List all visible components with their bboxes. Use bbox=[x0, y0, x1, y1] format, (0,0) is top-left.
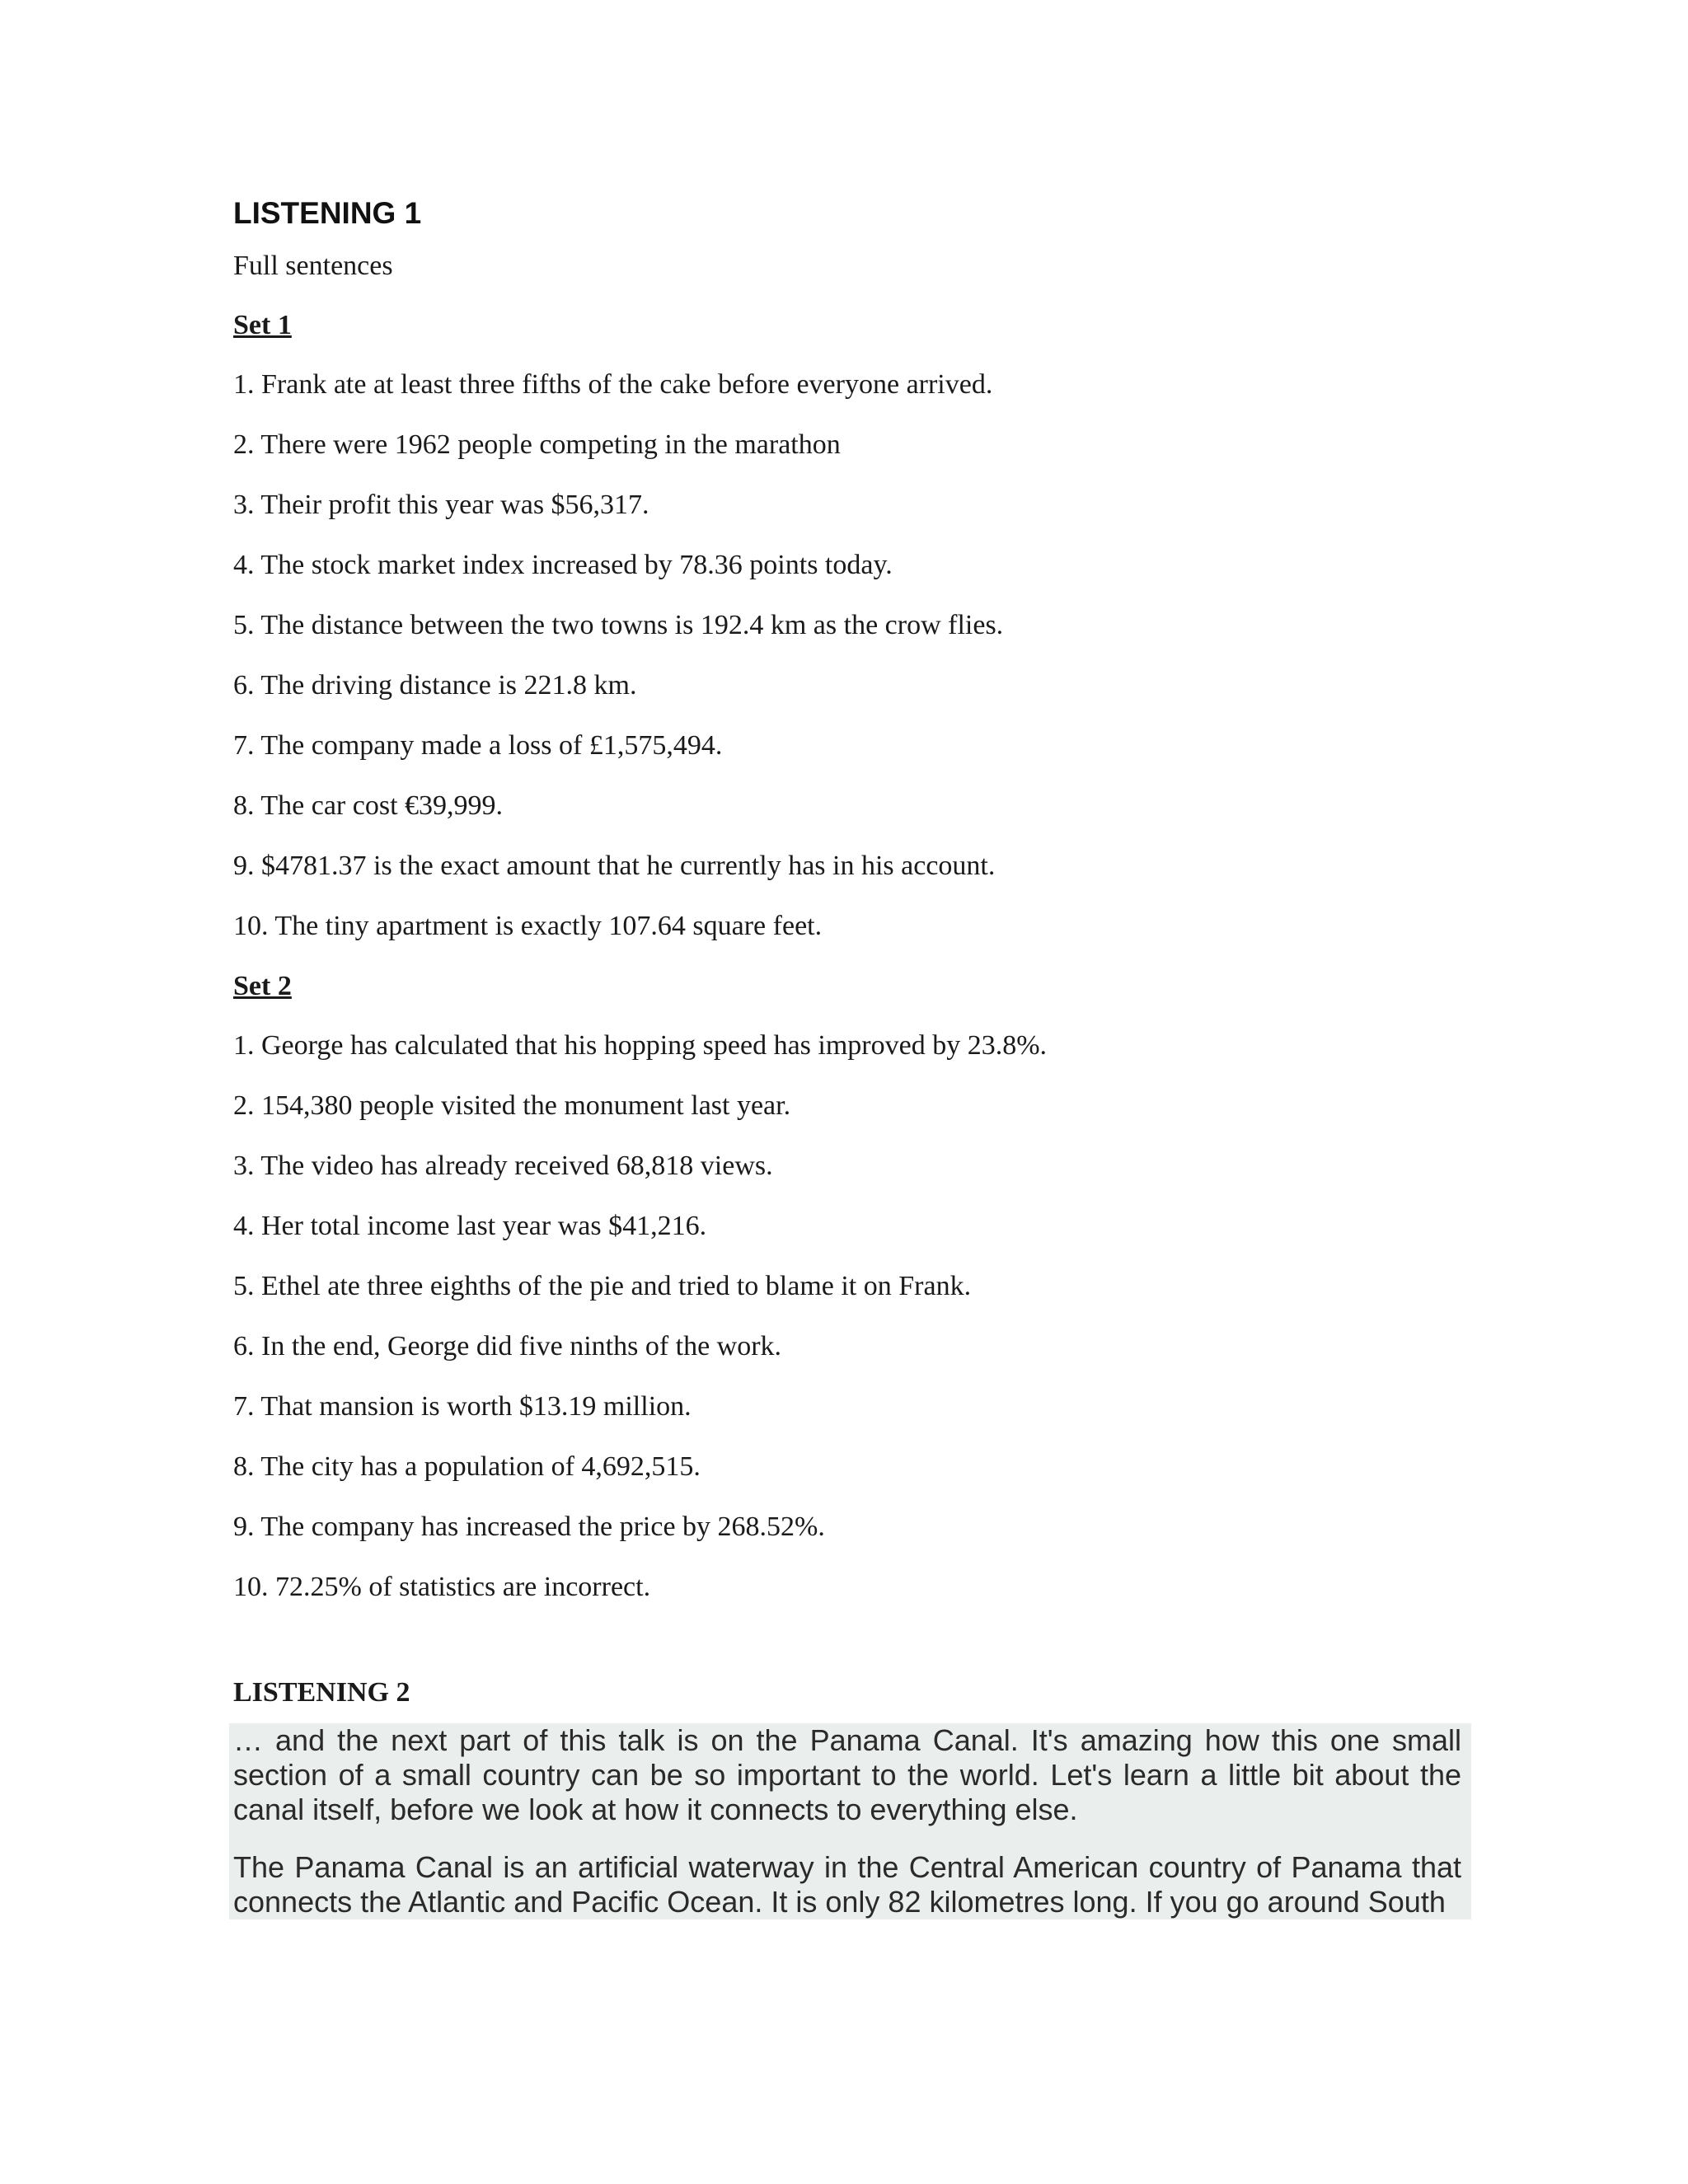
set-2-item: 7. That mansion is worth $13.19 million. bbox=[233, 1391, 692, 1422]
transcript-paragraph: … and the next part of this talk is on the Panama Canal. It's amazing how this one small section of a small country can be so important to the world. Let's learn a little bit about the canal itself, before we look at how it connects to everything else. bbox=[233, 1723, 1461, 1826]
listening-1-heading: LISTENING 1 bbox=[233, 196, 422, 230]
set-1-item: 4. The stock market index increased by 78.36 points today. bbox=[233, 550, 893, 580]
set-2-item: 3. The video has already received 68,818 views. bbox=[233, 1151, 773, 1181]
set-1-item: 6. The driving distance is 221.8 km. bbox=[233, 670, 637, 701]
set-2-item: 5. Ethel ate three eighths of the pie and tried to blame it on Frank. bbox=[233, 1271, 972, 1301]
document-content bbox=[233, 191, 1461, 1919]
set-2-item: 1. George has calculated that his hopping speed has improved by 23.8%. bbox=[233, 1030, 1048, 1061]
set-2-item: 4. Her total income last year was $41,216. bbox=[233, 1211, 707, 1241]
set-2-item: 6. In the end, George did five ninths of the work. bbox=[233, 1331, 782, 1361]
set-1-item: 5. The distance between the two towns is 192.4 km as the crow flies. bbox=[233, 610, 1004, 640]
set-1-item: 8. The car cost €39,999. bbox=[233, 790, 504, 821]
set-1-item: 9. $4781.37 is the exact amount that he currently has in his account. bbox=[233, 851, 996, 881]
set-2-item: 10. 72.25% of statistics are incorrect. bbox=[233, 1572, 651, 1602]
set-1-item: 7. The company made a loss of £1,575,494. bbox=[233, 730, 723, 761]
set-2-item: 2. 154,380 people visited the monument last year. bbox=[233, 1090, 791, 1121]
set-2-item: 8. The city has a population of 4,692,515. bbox=[233, 1451, 701, 1482]
transcript-paragraph: The Panama Canal is an artificial waterway in the Central American country of Panama that connects the Atlantic and Pacific Ocean. It is only 82 kilometres long. If you go around South bbox=[233, 1850, 1461, 1919]
set-1-item: 10. The tiny apartment is exactly 107.64 square feet. bbox=[233, 911, 823, 941]
set-2-item: 9. The company has increased the price by 268.52%. bbox=[233, 1511, 825, 1542]
transcript-highlight-block bbox=[229, 1723, 1471, 1919]
listening-1-subtitle: Full sentences bbox=[233, 251, 393, 281]
set-1-item: 2. There were 1962 people competing in the marathon bbox=[233, 429, 841, 460]
set-1-item: 1. Frank ate at least three fifths of the cake before everyone arrived. bbox=[233, 369, 993, 400]
listening-2-heading: LISTENING 2 bbox=[233, 1677, 410, 1708]
set-1-item: 3. Their profit this year was $56,317. bbox=[233, 490, 649, 520]
set-2-heading: Set 2 bbox=[233, 971, 292, 1001]
set-1-heading: Set 1 bbox=[233, 310, 292, 340]
